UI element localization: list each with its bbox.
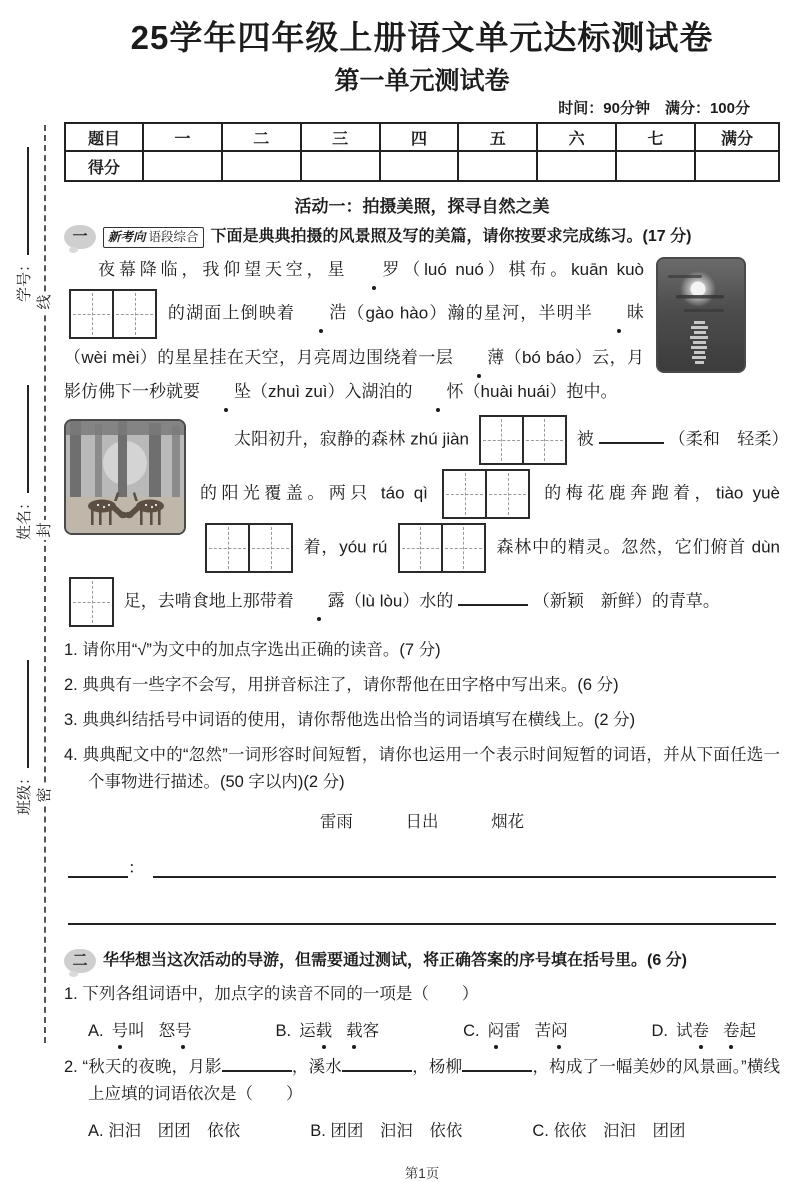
section-two-header — [64, 949, 780, 973]
option-a: A. 汩汩 团团 依依 — [88, 1122, 241, 1140]
score-cell — [695, 151, 779, 181]
section-one-header — [64, 225, 780, 249]
passage-text: （柔和 轻柔）的阳光覆盖。两只 táo qì — [200, 429, 780, 503]
score-col-header: 四 — [380, 123, 459, 151]
score-cell — [301, 151, 380, 181]
score-col-header: 题目 — [65, 123, 143, 151]
score-cell — [143, 151, 222, 181]
passage-text: 的梅花鹿奔跑着，tiào yuè — [544, 483, 780, 503]
student-no-blank — [13, 147, 29, 255]
writing-grid-kuankuo — [69, 289, 157, 339]
writing-grid-zhujian — [479, 415, 567, 465]
dotted-char: 闷 — [488, 1016, 505, 1046]
student-no-label: 学号： — [16, 256, 33, 302]
passage-text: 被 — [576, 429, 594, 449]
page-title: 25学年四年级上册语文单元达标测试卷 — [130, 19, 714, 56]
answer-line-1 — [68, 854, 776, 878]
class-label: 班级： — [16, 769, 33, 815]
dotted-char: 昧 — [593, 296, 644, 330]
dotted-char: 闷 — [551, 1016, 568, 1046]
dotted-char: 号 — [112, 1016, 129, 1046]
deer-forest-illustration — [66, 421, 184, 533]
score-col-header: 六 — [537, 123, 616, 151]
score-col-header: 七 — [616, 123, 695, 151]
dotted-char: 坠 — [200, 375, 251, 409]
dotted-char: 载 — [316, 1016, 333, 1046]
option-c: C. 依依 汩汩 团团 — [532, 1122, 686, 1140]
section-one-badge: 一 — [64, 225, 96, 249]
class-field — [13, 645, 37, 815]
dotted-char: 露 — [294, 584, 345, 618]
score-cell — [380, 151, 459, 181]
word-bank-item: 雷雨 — [319, 813, 353, 831]
dotted-char: 号 — [175, 1016, 192, 1046]
score-table — [64, 122, 780, 182]
choice-blank — [458, 589, 528, 606]
score-col-header: 三 — [301, 123, 380, 151]
dotted-char: 薄 — [453, 341, 504, 375]
dotted-char: 罗 — [348, 253, 399, 287]
s2-question-1: 1. 下列各组词语中，加点字的读音不同的一项是（ ） — [64, 985, 479, 1003]
word-bank-item: 烟花 — [491, 813, 525, 831]
dotted-char: 浩 — [295, 296, 346, 330]
option-b: B. 团团 汩汩 依依 — [310, 1122, 463, 1140]
writing-grid-tiaoyue — [205, 523, 293, 573]
score-header-row — [65, 123, 779, 151]
tag-new-angle: 新考向 — [108, 230, 146, 244]
page-number: 第1页 — [404, 1166, 440, 1181]
option-b: B. 运载 载客 — [276, 1016, 394, 1046]
score-cell — [616, 151, 695, 181]
passage-text: （huài huái）抱中。 — [463, 382, 618, 401]
name-field — [13, 370, 37, 540]
question-type-tag — [103, 227, 204, 248]
passage-text: （zhuì zuì）入湖泊的 — [251, 382, 413, 401]
dotted-char: 载 — [346, 1016, 363, 1046]
answer-text-blank — [68, 908, 776, 925]
seal-char-mi: 密 — [35, 785, 55, 805]
passage-text: 的湖面上倒映着 — [167, 303, 296, 323]
moon-lake-illustration — [658, 259, 744, 371]
passage-text: （wèi mèi）的星星挂在天空，月亮周边围绕着一层 — [64, 348, 454, 367]
score-cell — [537, 151, 616, 181]
answer-text-blank — [153, 861, 777, 878]
class-blank — [13, 660, 29, 768]
passage-text: 足，去啃食地上那带着 — [123, 591, 294, 611]
section-two-stem: 华华想当这次活动的导游，但需要通过测试，将正确答案的序号填在括号里。(6 分) — [103, 952, 688, 969]
score-col-header: 二 — [222, 123, 301, 151]
question-4: 4. 典典配文中的“忽然”一词形容时间短暂，请你也运用一个表示时间短暂的词语，并从下面任选一个事物进行描述。(50 字以内)(2 分) — [64, 746, 780, 791]
option-a: A. 号叫 怒号 — [88, 1016, 206, 1046]
passage-text: （bó báo）云，月影仿佛下一秒就要 — [64, 348, 644, 401]
score-col-header: 一 — [143, 123, 222, 151]
page-subtitle: 第一单元测试卷 — [334, 67, 510, 95]
score-col-header: 满分 — [695, 123, 779, 151]
dotted-char: 怀 — [413, 375, 464, 409]
passage-text: （新颖 新鲜）的青草。 — [532, 591, 720, 611]
word-bank-item: 日出 — [405, 813, 439, 831]
moon-lake-photo — [656, 257, 746, 373]
s2-q1-options — [64, 1016, 780, 1046]
fill-blank — [342, 1055, 412, 1072]
passage-text: 森林中的精灵。忽然，它们俯首 dùn — [496, 537, 780, 557]
passage-text: （lù lòu）水的 — [344, 591, 454, 611]
answer-colon: ： — [128, 859, 145, 877]
option-c: C. 闷雷 苦闷 — [463, 1016, 582, 1046]
choice-blank — [599, 427, 664, 444]
dotted-char: 卷 — [693, 1016, 710, 1046]
section-two-badge: 二 — [64, 949, 96, 973]
fill-blank — [462, 1055, 532, 1072]
name-label: 姓名： — [16, 494, 33, 540]
question-2: 2. 典典有一些字不会写，用拼音标注了，请你帮他在田字格中写出来。(6 分) — [64, 676, 619, 694]
seal-dashed-line — [44, 125, 46, 1043]
answer-line-2 — [68, 908, 776, 925]
score-value-row — [65, 151, 779, 181]
passage-text: （gào hào）瀚的星河，半明半 — [346, 303, 593, 323]
score-col-header: 五 — [458, 123, 537, 151]
word-bank — [64, 808, 780, 832]
dotted-char: 卷 — [723, 1016, 740, 1046]
score-cell — [458, 151, 537, 181]
passage-text: 太阳初升，寂静的森林 zhú jiàn — [234, 429, 470, 449]
time-score-meta: 时间：90分钟 满分：100分 — [558, 100, 750, 117]
option-d: D. 试卷 卷起 — [652, 1016, 771, 1046]
passage-text: 夜幕降临，我仰望天空，星 — [98, 260, 349, 279]
score-row-label: 得分 — [65, 151, 143, 181]
deer-forest-photo — [64, 419, 186, 535]
fill-blank — [222, 1055, 292, 1072]
answer-word-blank — [68, 861, 128, 878]
activity-title: 活动一：拍摄美照，探寻自然之美 — [294, 197, 550, 216]
question-1: 1. 请你用“√”为文中的加点字选出正确的读音。(7 分) — [64, 641, 441, 659]
s2-question-2: 2. “秋天的夜晚，月影 ，溪水 ，杨柳 ，构成了一幅美妙的风景画。”横线上应填的词语依次是（ ） — [64, 1054, 780, 1108]
writing-grid-taoqi — [442, 469, 530, 519]
tag-passage: 语段综合 — [148, 230, 199, 244]
passage-night-sky — [64, 253, 780, 409]
score-cell — [222, 151, 301, 181]
seal-char-feng: 封 — [35, 520, 55, 540]
student-no-field — [13, 132, 37, 302]
seal-char-xian: 线 — [35, 292, 55, 312]
writing-grid-dun — [69, 577, 114, 627]
name-blank — [13, 385, 29, 493]
writing-grid-youru — [398, 523, 486, 573]
passage-text: 着，yóu rú — [303, 537, 388, 557]
passage-forest-deer — [64, 413, 780, 629]
section-one-stem: 下面是典典拍摄的风景照及写的美篇，请你按要求完成练习。(17 分) — [210, 228, 692, 245]
passage-text: （luó nuó）棋布。kuān kuò — [399, 260, 644, 279]
question-3: 3. 典典纠结括号中词语的使用，请你帮他选出恰当的词语填写在横线上。(2 分) — [64, 711, 636, 729]
